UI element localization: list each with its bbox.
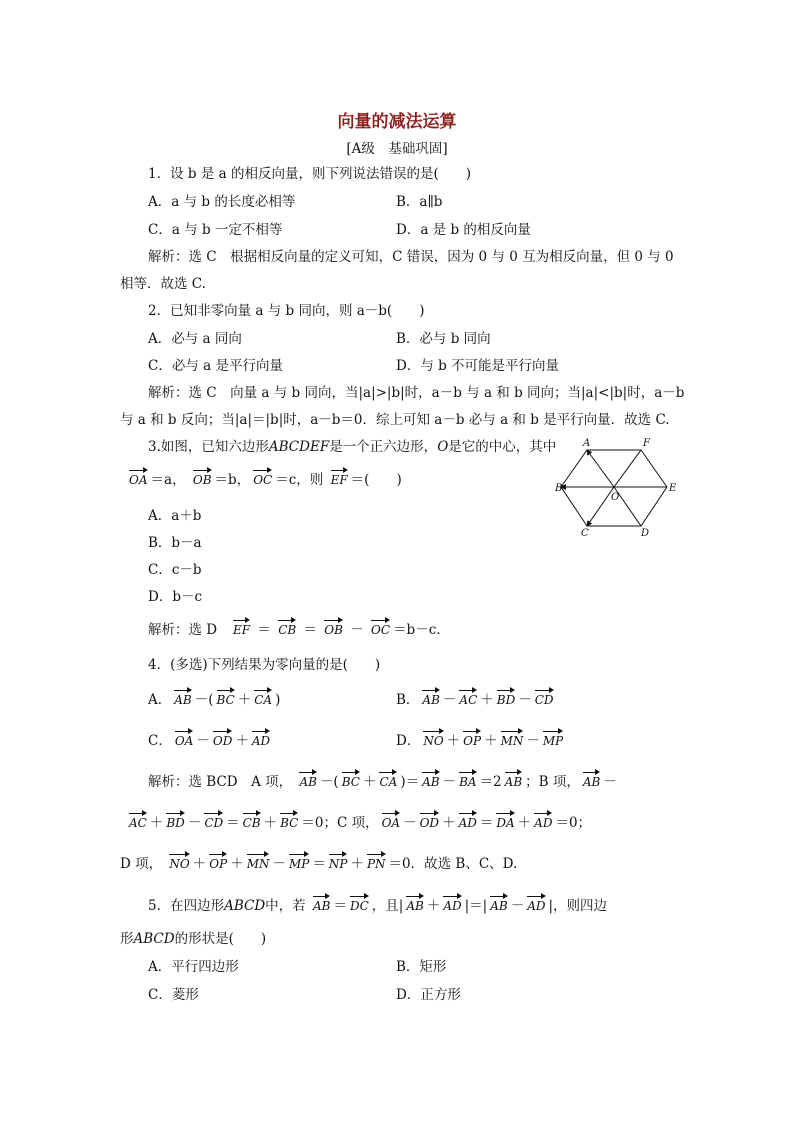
vec-ab: AB bbox=[422, 688, 439, 707]
page-title: 向量的减法运算 bbox=[337, 112, 457, 132]
q3-option-c: C．c－b bbox=[148, 562, 202, 578]
q3-solution-end: ＝b－c. bbox=[393, 622, 441, 638]
q1-solution-line1: 解析：选 C 根据相反向量的定义可知，C 错误，因为 0 与 0 互为相反向量，但 0 与 0 bbox=[148, 249, 674, 265]
q2-solution-line2: 与 a 和 b 反向；当|a|＝|b|时，a－b＝0．综上可知 a－b 必与 a 和 b 是平行向量．故选 C. bbox=[120, 412, 670, 428]
vec-mn: MN bbox=[247, 852, 270, 871]
vector-ob-sol: OB bbox=[324, 618, 343, 637]
q1-option-b: B．a∥b bbox=[396, 194, 443, 210]
vec-pn: PN bbox=[367, 852, 386, 871]
vec-ab: AB bbox=[583, 770, 600, 789]
level-heading: [A级 基础巩固] bbox=[346, 141, 448, 157]
q4-end: ＝0．故选 B、C、D. bbox=[388, 856, 518, 872]
vec-cd: CD bbox=[204, 811, 223, 830]
q5-option-d: D．正方形 bbox=[396, 987, 461, 1003]
q3-option-b: B．b－a bbox=[148, 535, 202, 551]
q1-solution-line2: 相等．故选 C. bbox=[120, 276, 206, 292]
vec-mp: MP bbox=[543, 729, 563, 748]
q4-solution-line3: D 项， NO ＋ OP ＋ MN － MP ＝ NP ＋ PN ＝0．故选 B、C、D. bbox=[120, 852, 517, 873]
vec-cb: CB bbox=[243, 811, 261, 830]
q1-option-a: A．a 与 b 的长度必相等 bbox=[148, 194, 296, 210]
vec-ab: AB bbox=[313, 894, 330, 913]
q3-center-name: O bbox=[437, 439, 449, 455]
q5-stem-line1: 5．在四边形ABCD中，若 AB ＝ DC ，且| AB ＋ AD |＝| AB － AD |，则四边 bbox=[148, 894, 607, 915]
vec-ab: AB bbox=[422, 770, 439, 789]
vec-oa: OA bbox=[175, 729, 194, 748]
vec-ab: AB bbox=[490, 894, 507, 913]
q4-option-b: B． AB － AC ＋ BD － CD bbox=[396, 688, 557, 709]
q1-option-d: D．a 是 b 的相反向量 bbox=[396, 222, 531, 238]
q4-solution-line1: 解析：选 BCD A 项， AB －( BC ＋ CA )＝ AB － BA ＝2 AB ；B 项， AB － bbox=[148, 770, 617, 791]
vec-ab: AB bbox=[505, 770, 522, 789]
q3-option-d: D．b－c bbox=[148, 589, 203, 605]
vec-bc: BC bbox=[280, 811, 298, 830]
vec-bd: BD bbox=[166, 811, 184, 830]
vec-ad: AD bbox=[459, 811, 477, 830]
q5-post: |，则四边 bbox=[548, 898, 608, 914]
vector-ef: EF bbox=[331, 468, 348, 487]
vec-mn: MN bbox=[501, 729, 524, 748]
vec-ba: BA bbox=[459, 770, 476, 789]
q4-stem: 4．(多选)下列结果为零向量的是( ) bbox=[148, 657, 381, 673]
q2-option-a: A．必与 a 同向 bbox=[148, 331, 242, 347]
vec-bc: BC bbox=[342, 770, 360, 789]
q4-option-a: A． AB －( BC ＋ CA ) bbox=[148, 688, 280, 709]
q3-vector-definitions bbox=[126, 468, 402, 489]
vertex-label-c: C bbox=[581, 528, 589, 539]
q2-option-b: B．必与 b 同向 bbox=[396, 331, 491, 347]
q2-solution-line1: 解析：选 C 向量 a 与 b 同向，当|a|>|b|时，a－b 与 a 和 b 同向；当|a|<|b|时，a－b bbox=[148, 385, 685, 401]
vertex-label-f: F bbox=[643, 438, 650, 449]
vec-ad: AD bbox=[443, 894, 461, 913]
q3-eq-end: ＝( ) bbox=[350, 472, 402, 488]
vec-dc: DC bbox=[350, 894, 369, 913]
vec-od: OD bbox=[420, 811, 439, 830]
q5-option-a: A．平行四边形 bbox=[148, 959, 239, 975]
q5-and: ，且| bbox=[371, 898, 404, 914]
vector-ef-sol: EF bbox=[233, 618, 250, 637]
vector-oc-sol: OC bbox=[371, 618, 390, 637]
q3-eq-c: ＝c，则 bbox=[275, 472, 324, 488]
vertex-label-a: A bbox=[583, 438, 591, 449]
vec-op: OP bbox=[463, 729, 481, 748]
vertex-label-d: D bbox=[641, 528, 650, 539]
vec-no: NO bbox=[423, 729, 443, 748]
q1-option-c: C．a 与 b 一定不相等 bbox=[148, 222, 283, 238]
q5-eqmid: |＝| bbox=[464, 898, 488, 914]
vec-ab: AB bbox=[406, 894, 423, 913]
q5-quad-name: ABCD bbox=[133, 931, 175, 947]
vec-ad: AD bbox=[527, 894, 545, 913]
vertex-label-e: E bbox=[669, 483, 677, 494]
q3-stem-b: 是一个正六边形， bbox=[329, 439, 438, 455]
q3-stem bbox=[148, 438, 556, 456]
q2-option-c: C．必与 a 是平行向量 bbox=[148, 358, 283, 374]
vec-bc: BC bbox=[217, 688, 235, 707]
q4-b-item: ；B 项， bbox=[525, 774, 580, 790]
center-label-o: O bbox=[611, 492, 620, 503]
q5-pre: 5．在四边形 bbox=[148, 898, 225, 914]
vec-bd: BD bbox=[497, 688, 515, 707]
q4-solution-pre: 解析：选 BCD A 项， bbox=[148, 774, 293, 790]
q5-line2-post: 的形状是( ) bbox=[174, 931, 267, 947]
q5-option-b: B．矩形 bbox=[396, 959, 447, 975]
vec-op: OP bbox=[209, 852, 227, 871]
q5-line2-pre: 形 bbox=[120, 931, 134, 947]
vec-da: DA bbox=[496, 811, 514, 830]
q3-eq-a: ＝a， bbox=[150, 472, 186, 488]
vector-oa: OA bbox=[129, 468, 148, 487]
vector-ob: OB bbox=[193, 468, 212, 487]
vec-cd: CD bbox=[535, 688, 554, 707]
q5-option-c: C．菱形 bbox=[148, 987, 199, 1003]
q4-option-d: D． NO ＋ OP ＋ MN － MP bbox=[396, 729, 566, 750]
q1-stem: 1．设 b 是 a 的相反向量，则下列说法错误的是( ) bbox=[148, 166, 471, 182]
vec-ac: AC bbox=[129, 811, 147, 830]
vec-no: NO bbox=[169, 852, 189, 871]
vec-ca: CA bbox=[254, 688, 272, 707]
vec-ac: AC bbox=[459, 688, 477, 707]
q2-option-d: D．与 b 不可能是平行向量 bbox=[396, 358, 560, 374]
q4-option-c: C． OA － OD ＋ AD bbox=[148, 729, 273, 750]
hexagon-figure bbox=[555, 436, 687, 540]
vertex-label-b: B bbox=[555, 483, 563, 494]
q3-solution-pre: 解析：选 D bbox=[148, 622, 218, 638]
q5-mid: 中，若 bbox=[265, 898, 306, 914]
vec-ad: AD bbox=[534, 811, 552, 830]
vec-ad: AD bbox=[252, 729, 270, 748]
q2-stem: 2．已知非零向量 a 与 b 同向，则 a－b( ) bbox=[148, 303, 425, 319]
q3-eq-b: ＝b， bbox=[214, 472, 251, 488]
q4-eq-2ab: ＝2 bbox=[479, 774, 502, 790]
vector-cb-sol: CB bbox=[278, 618, 296, 637]
vec-ca: CA bbox=[379, 770, 397, 789]
q4-d-label: D 项， bbox=[120, 856, 163, 872]
q4-c-item: ＝0；C 项， bbox=[301, 815, 379, 831]
vec-oa: OA bbox=[382, 811, 401, 830]
q3-solution: 解析：选 D EF ＝ CB ＝ OB － OC ＝b－c. bbox=[148, 618, 441, 639]
q3-stem-a: 3.如图，已知六边形 bbox=[148, 439, 269, 455]
q4-solution-line2: AC ＋ BD － CD ＝ CB ＋ BC ＝0；C 项， OA － OD ＋ AD ＝ DA ＋ AD ＝0； bbox=[126, 811, 591, 832]
vec-mp: MP bbox=[289, 852, 309, 871]
vec-np: NP bbox=[329, 852, 348, 871]
vec-ab: AB bbox=[299, 770, 316, 789]
q3-hexagon-name: ABCDEF bbox=[268, 439, 330, 455]
vec-ab: AB bbox=[174, 688, 191, 707]
vec-od: OD bbox=[213, 729, 232, 748]
q5-quad-name: ABCD bbox=[224, 898, 266, 914]
q3-stem-c: 是它的中心，其中 bbox=[448, 439, 557, 455]
vector-oc: OC bbox=[253, 468, 272, 487]
q3-option-a: A．a＋b bbox=[148, 508, 202, 524]
q5-stem-line2 bbox=[120, 930, 266, 948]
